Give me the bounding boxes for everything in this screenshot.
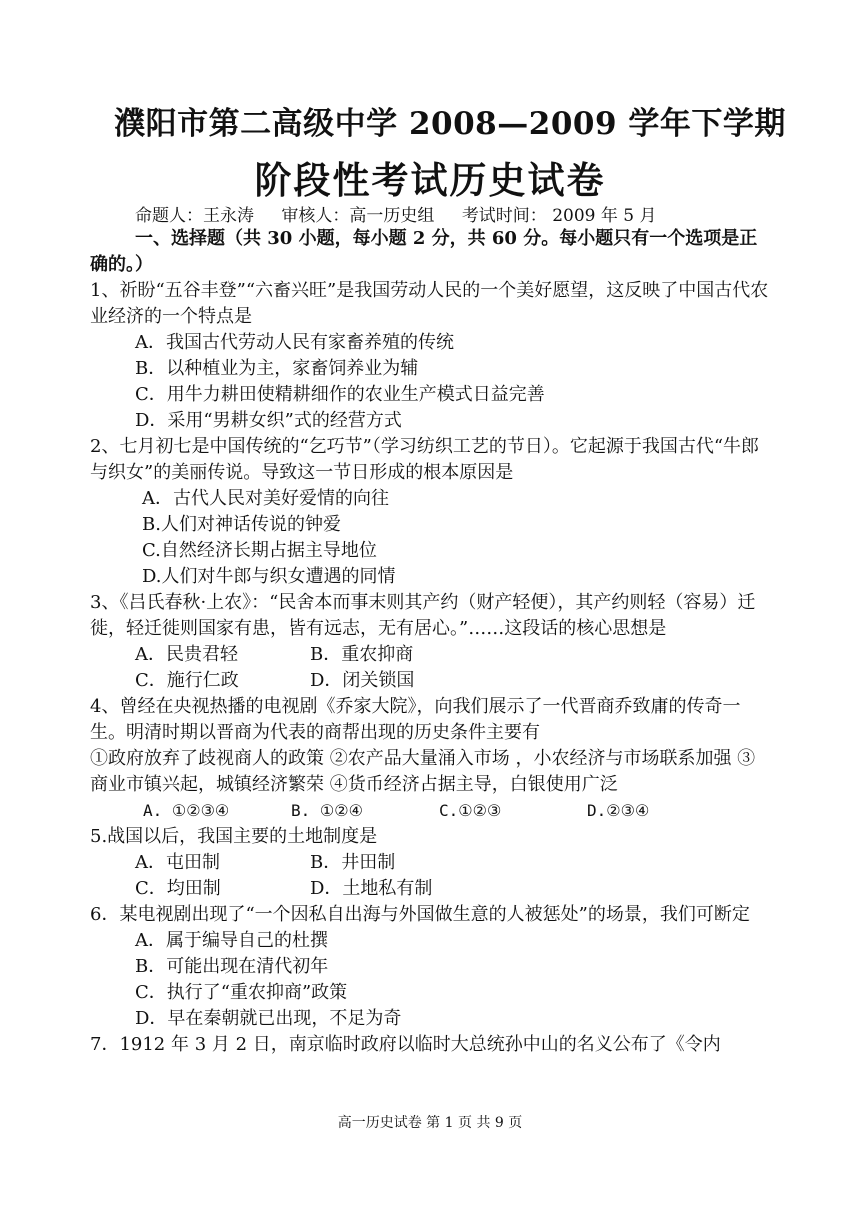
question-5-option-d: D．土地私有制 [310, 878, 433, 899]
question-7-stem: 7．1912 年 3 月 2 日，南京临时政府以临时大总统孙中山的名义公布了《令内 [90, 1034, 721, 1055]
question-3-option-d: D．闭关锁国 [310, 670, 415, 691]
question-5-options-row-1 [90, 850, 770, 876]
setter-label: 命题人：王永涛 [135, 206, 254, 226]
question-4-option-b: B. ①②④ [291, 801, 363, 820]
question-3-options-row-1 [90, 642, 770, 668]
question-6-option-b: B．可能出现在清代初年 [135, 956, 329, 977]
reviewer-label: 审核人：高一历史组 [281, 206, 435, 226]
exam-info-line [135, 201, 679, 226]
question-6-option-a: A．属于编导自己的杜撰 [135, 930, 328, 951]
question-4-options-row [90, 798, 770, 824]
question-1-stem: 1、祈盼“五谷丰登”“六畜兴旺”是我国劳动人民的一个美好愿望，这反映了中国古代农业经济的一个特点是 [90, 280, 769, 327]
question-1-option-a: A．我国古代劳动人民有家畜养殖的传统 [135, 332, 454, 353]
question-4-items: ①政府放弃了歧视商人的政策 ②农产品大量涌入市场 ，小农经济与市场联系加强 ③商业市镇兴起，城镇经济繁荣 ④货币经济占据主导，白银使用广泛 [90, 748, 756, 795]
question-5-option-a: A．屯田制 [135, 852, 220, 873]
question-4-option-d: D.②③④ [587, 801, 650, 820]
question-3-options-row-2 [90, 668, 770, 694]
question-5-option-c: C．均田制 [135, 878, 221, 899]
section-heading: 一、选择题（共 30 小题，每小题 2 分，共 60 分。每小题只有一个选项是正确的。） [90, 228, 758, 275]
question-3-option-a: A．民贵君轻 [135, 644, 238, 665]
question-5-options-row-2 [90, 876, 770, 902]
question-2-option-c: C.自然经济长期占据主导地位 [142, 540, 377, 561]
exam-title-subject: 阶段性考试历史试卷 [254, 158, 606, 202]
question-5-option-b: B．井田制 [310, 852, 396, 873]
question-4-option-c: C.①②③ [439, 801, 502, 820]
question-3-stem: 3、《吕氏春秋·上农》：“民舍本而事末则其产约（财产轻便），其产约则轻（容易）迁徙，轻迁徙则国家有患，皆有远志，无有居心。”……这段话的核心思想是 [90, 592, 756, 639]
question-3-option-c: C．施行仁政 [135, 670, 239, 691]
question-6-option-d: D．早在秦朝就已出现，不足为奇 [135, 1008, 402, 1029]
question-6-stem: 6．某电视剧出现了“一个因私自出海与外国做生意的人被惩处”的场景，我们可断定 [90, 904, 750, 925]
question-2-stem: 2、七月初七是中国传统的“乞巧节”（学习纺织工艺的节日）。它起源于我国古代“牛郎与织女”的美丽传说。导致这一节日形成的根本原因是 [90, 436, 760, 483]
question-1-option-b: B．以种植业为主，家畜饲养业为辅 [135, 358, 419, 379]
question-2-option-a: A．古代人民对美好爱情的向往 [142, 488, 389, 509]
question-6-option-c: C．执行了“重农抑商”政策 [135, 982, 348, 1003]
question-body [90, 226, 770, 1058]
question-2-option-d: D.人们对牛郎与织女遭遇的同情 [142, 566, 396, 587]
question-4-stem: 4、曾经在央视热播的电视剧《乔家大院》，向我们展示了一代晋商乔致庸的传奇一生。明清时期以晋商为代表的商帮出现的历史条件主要有 [90, 696, 741, 743]
exam-title-school: 濮阳市第二高级中学 2008—2009 学年下学期 [114, 106, 786, 142]
question-5-stem: 5.战国以后，我国主要的土地制度是 [90, 826, 378, 847]
page-footer: 高一历史试卷 第 1 页 共 9 页 [337, 1115, 523, 1131]
question-4-option-a: A. ①②③④ [143, 801, 230, 820]
question-3-option-b: B．重农抑商 [310, 644, 414, 665]
question-2-option-b: B.人们对神话传说的钟爱 [142, 514, 341, 535]
question-1-option-d: D．采用“男耕女织”式的经营方式 [135, 410, 402, 431]
question-1-option-c: C．用牛力耕田使精耕细作的农业生产模式日益完善 [135, 384, 545, 405]
exam-time-label: 考试时间： 2009 年 5 月 [461, 206, 657, 226]
